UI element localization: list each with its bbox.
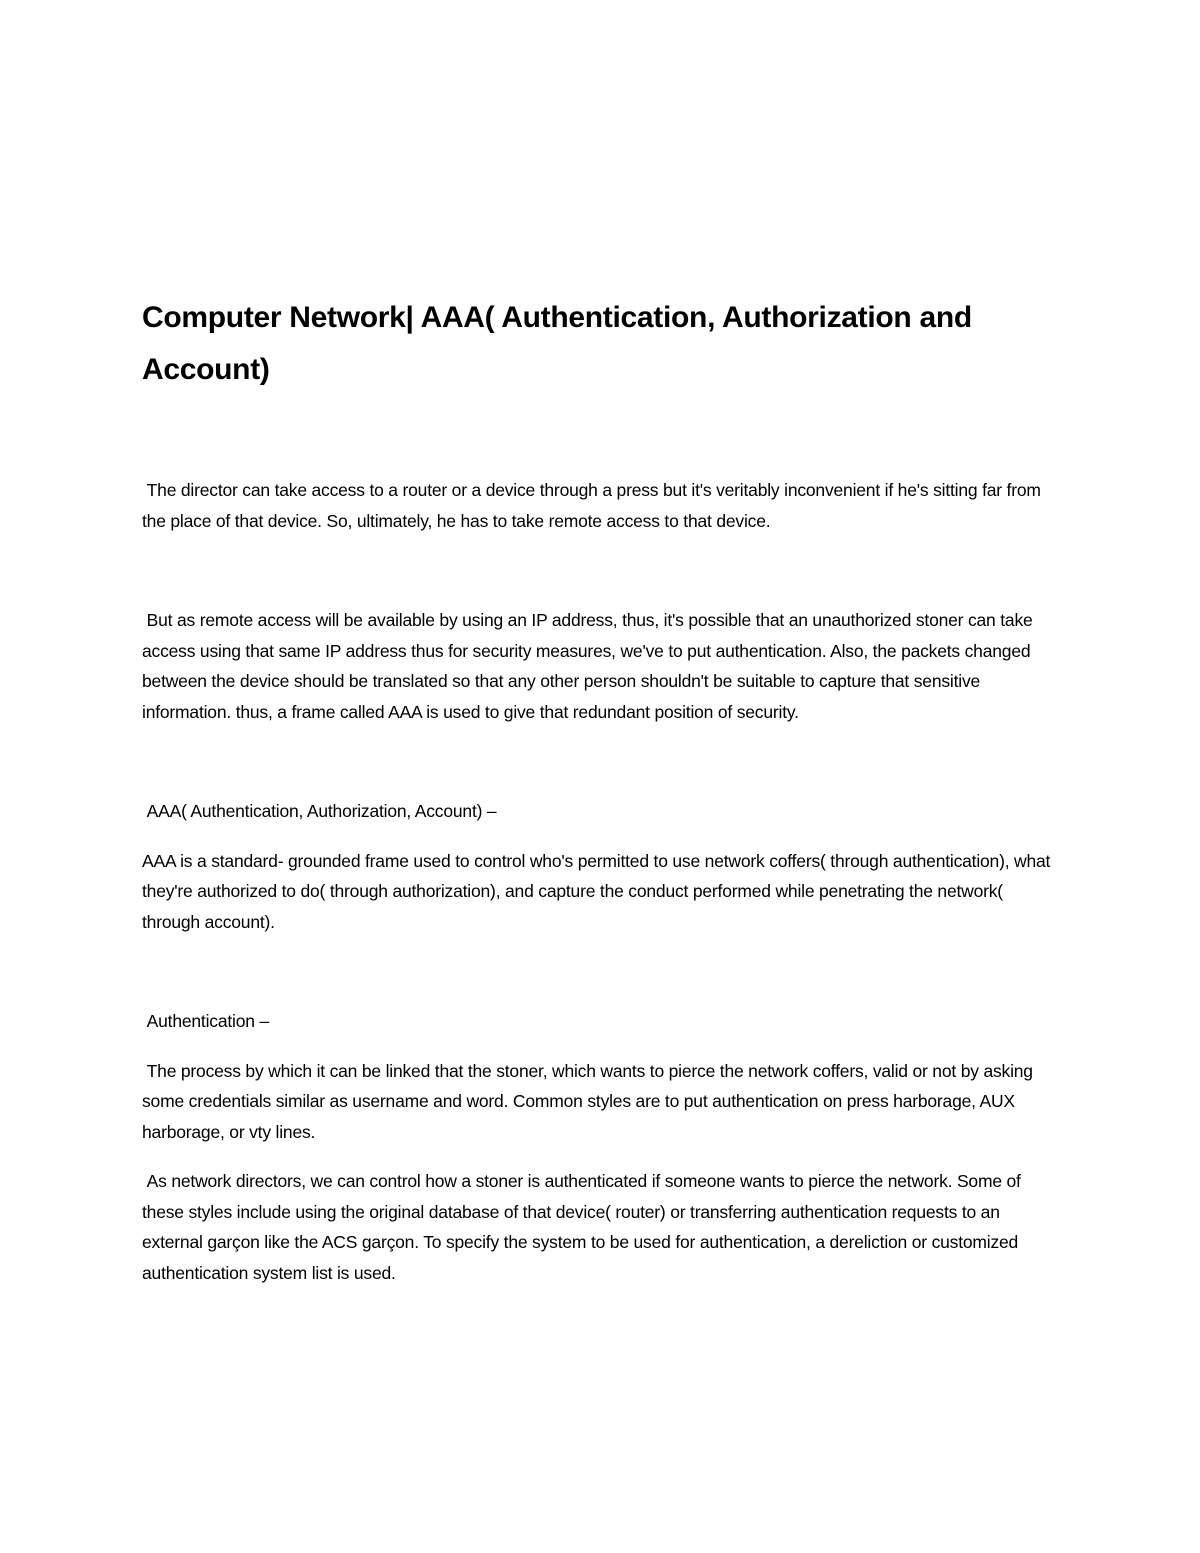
spacer: [142, 1147, 1062, 1166]
page-title: Computer Network| AAA( Authentication, Authorization and Account): [142, 301, 972, 386]
spacer: [142, 937, 1062, 1006]
document-body: [142, 292, 1062, 1288]
paragraph-aaa-definition: AAA is a standard- grounded frame used to control who's permitted to use network coffers( through authentication), what they're authorized to do( through authorization), and capture the conduct performed while penetrating the network( through account).: [142, 850, 1055, 932]
spacer: [142, 827, 1062, 846]
paragraph-authentication-process: The process by which it can be linked that the stoner, which wants to pierce the network coffers, valid or not by asking some credentials similar as username and word. Common styles are to put authentication on press harborage, AUX harborage, or vty lines.: [142, 1060, 1038, 1142]
paragraph-security: But as remote access will be available by using an IP address, thus, it's possible that an unauthorized stoner can take access using that same IP address thus for security measures, we've to put authentication. Also, the packets changed between the device should be translated so that any other person shouldn't be suitable to capture that sensitive information. thus, a frame called AAA is used to give that redundant position of security.: [142, 610, 1038, 722]
spacer: [142, 396, 1062, 475]
spacer: [142, 727, 1062, 796]
spacer: [142, 536, 1062, 605]
paragraph-remote-access: The director can take access to a router or a device through a press but it's veritably inconvenient if he's sitting far from the place of that device. So, ultimately, he has to take remote access to that device.: [142, 480, 1046, 531]
heading-authentication: Authentication –: [142, 1011, 269, 1031]
spacer: [142, 1037, 1062, 1056]
paragraph-authentication-methods: As network directors, we can control how a stoner is authenticated if someone wants to pierce the network. Some of these styles include using the original database of that device( router) or transferring authentication requests to an external garçon like the ACS garçon. To specify the system to be used for authentication, a dereliction or customized authentication system list is used.: [142, 1171, 1026, 1283]
heading-aaa: AAA( Authentication, Authorization, Account) –: [142, 801, 497, 821]
